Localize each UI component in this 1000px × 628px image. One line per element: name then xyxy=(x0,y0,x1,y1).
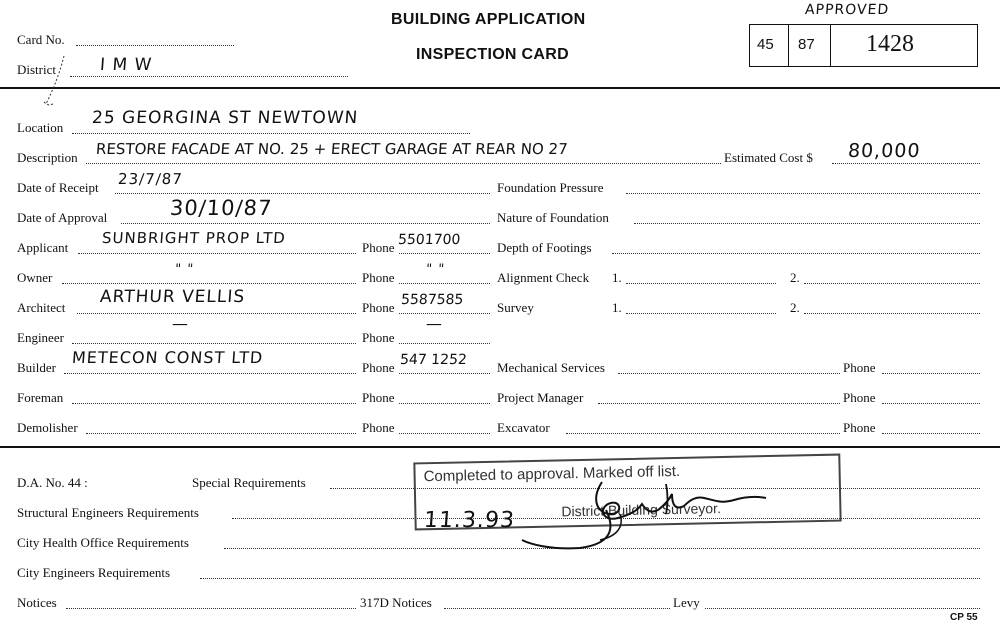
applicant-label: Applicant xyxy=(17,240,69,255)
district-line xyxy=(70,76,348,77)
date-approval-label: Date of Approval xyxy=(17,210,108,225)
notices-label: Notices xyxy=(17,595,57,610)
foundation-pressure-label: Foundation Pressure xyxy=(497,180,604,195)
title-line2: INSPECTION CARD xyxy=(416,46,569,63)
special-requirements-label: Special Requirements xyxy=(192,475,306,490)
survey-num1: 1. xyxy=(612,300,622,315)
date-approval-value: 30/10/87 xyxy=(169,196,274,220)
code-box-3: 1428 xyxy=(866,31,914,57)
description-label: Description xyxy=(17,150,78,165)
stamp-date: 11.3.93 xyxy=(423,508,516,533)
da-no-label: D.A. No. 44 : xyxy=(17,475,88,490)
excavator-label: Excavator xyxy=(497,420,550,435)
card-no-line xyxy=(76,45,234,46)
estimated-cost-label: Estimated Cost $ xyxy=(724,150,813,165)
district-value: I M W xyxy=(99,55,154,75)
owner-phone: " " xyxy=(425,262,446,277)
date-receipt-value: 23/7/87 xyxy=(117,170,184,188)
architect-value: ARTHUR VELLIS xyxy=(99,287,246,307)
mechanical-phone-label: Phone xyxy=(843,360,876,375)
engineer-label: Engineer xyxy=(17,330,64,345)
structural-engineers-label: Structural Engineers Requirements xyxy=(17,505,199,520)
survey-num2: 2. xyxy=(790,300,800,315)
architect-label: Architect xyxy=(17,300,66,315)
builder-phone-label: Phone xyxy=(362,360,395,375)
nature-foundation-label: Nature of Foundation xyxy=(497,210,609,225)
stamp-line1: Completed to approval. Marked off list. xyxy=(423,462,681,486)
owner-phone-label: Phone xyxy=(362,270,395,285)
engineer-phone-label: Phone xyxy=(362,330,395,345)
card-number-box xyxy=(749,24,978,67)
builder-value: METECON CONST LTD xyxy=(71,348,264,367)
demolisher-label: Demolisher xyxy=(17,420,78,435)
card-no-label: Card No. xyxy=(17,32,65,47)
location-value: 25 GEORGINA ST NEWTOWN xyxy=(91,108,359,128)
mechanical-services-label: Mechanical Services xyxy=(497,360,605,375)
project-manager-phone-label: Phone xyxy=(843,390,876,405)
code-box-1: 45 xyxy=(757,36,774,53)
city-engineers-label: City Engineers Requirements xyxy=(17,565,171,580)
applicant-phone: 5501700 xyxy=(397,232,461,248)
builder-phone: 547 1252 xyxy=(399,352,468,368)
city-health-label: City Health Office Requirements xyxy=(17,535,189,550)
depth-footings-label: Depth of Footings xyxy=(497,240,592,255)
notices-317d-label: 317D Notices xyxy=(360,595,432,610)
header-divider xyxy=(0,87,1000,89)
architect-phone: 5587585 xyxy=(400,292,464,308)
approved-handwritten: APPROVED xyxy=(804,2,890,18)
foreman-phone-label: Phone xyxy=(362,390,395,405)
applicant-phone-label: Phone xyxy=(362,240,395,255)
title-line1: BUILDING APPLICATION xyxy=(391,11,586,28)
project-manager-label: Project Manager xyxy=(497,390,584,405)
alignment-num2: 2. xyxy=(790,270,800,285)
margin-scribble-icon xyxy=(40,52,70,112)
applicant-value: SUNBRIGHT PROP LTD xyxy=(101,229,287,247)
date-receipt-label: Date of Receipt xyxy=(17,180,99,195)
architect-phone-label: Phone xyxy=(362,300,395,315)
demolisher-phone-label: Phone xyxy=(362,420,395,435)
alignment-num1: 1. xyxy=(612,270,622,285)
builder-label: Builder xyxy=(17,360,56,375)
owner-value: " " xyxy=(174,262,195,277)
form-code: CP 55 xyxy=(950,612,978,623)
alignment-check-label: Alignment Check xyxy=(497,270,590,285)
middle-divider xyxy=(0,446,1000,448)
district-label: District xyxy=(17,62,56,77)
estimated-cost-value: 80,000 xyxy=(847,140,922,162)
location-label: Location xyxy=(17,120,64,135)
excavator-phone-label: Phone xyxy=(843,420,876,435)
signature-icon xyxy=(520,470,780,560)
levy-label: Levy xyxy=(673,595,700,610)
survey-label: Survey xyxy=(497,300,534,315)
code-box-2: 87 xyxy=(798,36,815,53)
engineer-phone: — xyxy=(425,314,444,333)
owner-label: Owner xyxy=(17,270,53,285)
description-value: RESTORE FACADE AT NO. 25 + ERECT GARAGE AT REAR NO 27 xyxy=(95,140,569,158)
engineer-value: — xyxy=(171,314,190,333)
foreman-label: Foreman xyxy=(17,390,64,405)
stamp-line2: District Building Surveyor. xyxy=(561,500,722,520)
